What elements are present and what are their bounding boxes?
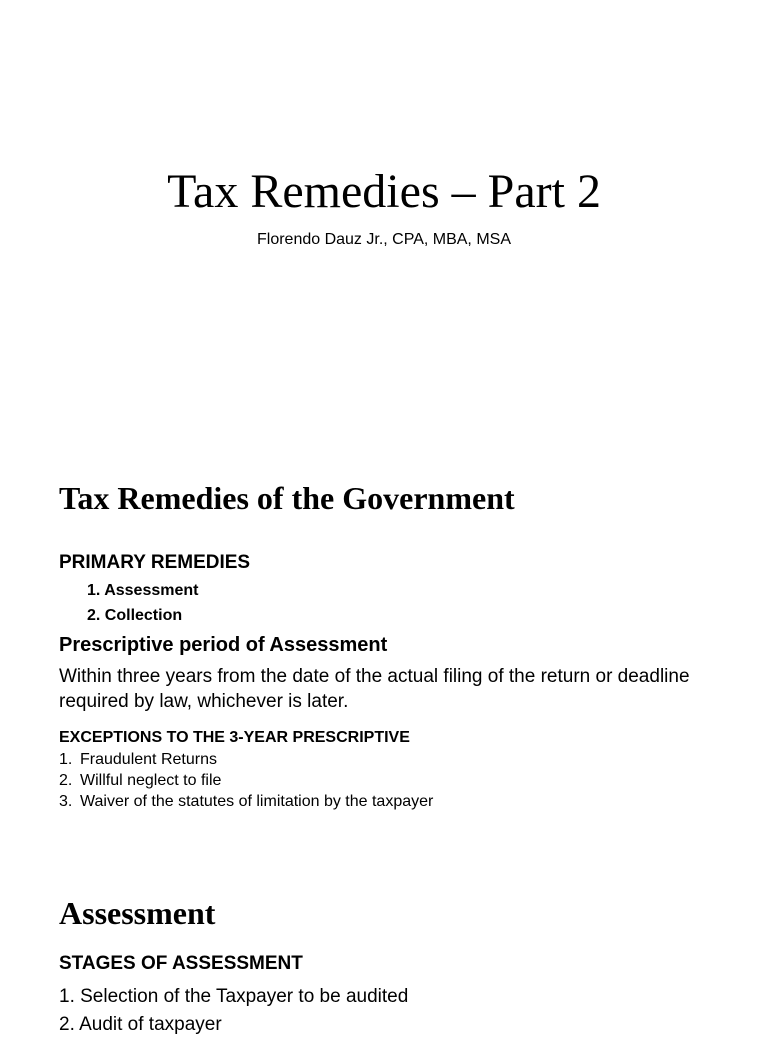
exceptions-heading: EXCEPTIONS TO THE 3-YEAR PRESCRIPTIVE <box>59 729 410 746</box>
list-item <box>59 770 433 791</box>
list-item <box>59 791 433 812</box>
primary-remedies-heading: PRIMARY REMEDIES <box>59 552 251 573</box>
list-item: 2. Audit of taxpayer <box>59 1014 222 1035</box>
slide-heading: Tax Remedies of the Government <box>59 480 515 516</box>
list-item: 1. Selection of the Taxpayer to be audited <box>59 986 409 1007</box>
presentation-author: Florendo Dauz Jr., CPA, MBA, MSA <box>256 231 511 248</box>
list-item <box>59 749 433 770</box>
list-item: 1. Assessment <box>87 582 199 599</box>
stages-list <box>59 983 408 1039</box>
list-number: 3. <box>59 793 73 810</box>
stages-heading: STAGES OF ASSESSMENT <box>59 953 303 974</box>
slide-heading: Assessment <box>59 895 216 931</box>
presentation-title: Tax Remedies – Part 2 <box>167 165 601 218</box>
government-remedies-slide <box>0 432 768 864</box>
list-number: 1. <box>59 751 73 768</box>
list-item: 2. Collection <box>87 607 183 624</box>
primary-remedies-list <box>87 578 198 628</box>
prescriptive-period-text: Within three years from the date of the actual filing of the return or deadline required by law, whichever is later. <box>59 666 690 712</box>
title-slide <box>0 0 768 432</box>
prescriptive-period-heading: Prescriptive period of Assessment <box>59 634 388 656</box>
list-text: Waiver of the statutes of limitation by the taxpayer <box>80 793 434 810</box>
list-text: Willful neglect to file <box>80 772 222 789</box>
list-text: Fraudulent Returns <box>80 751 217 768</box>
exceptions-list <box>59 749 433 812</box>
assessment-slide <box>0 864 768 1035</box>
list-number: 2. <box>59 772 73 789</box>
